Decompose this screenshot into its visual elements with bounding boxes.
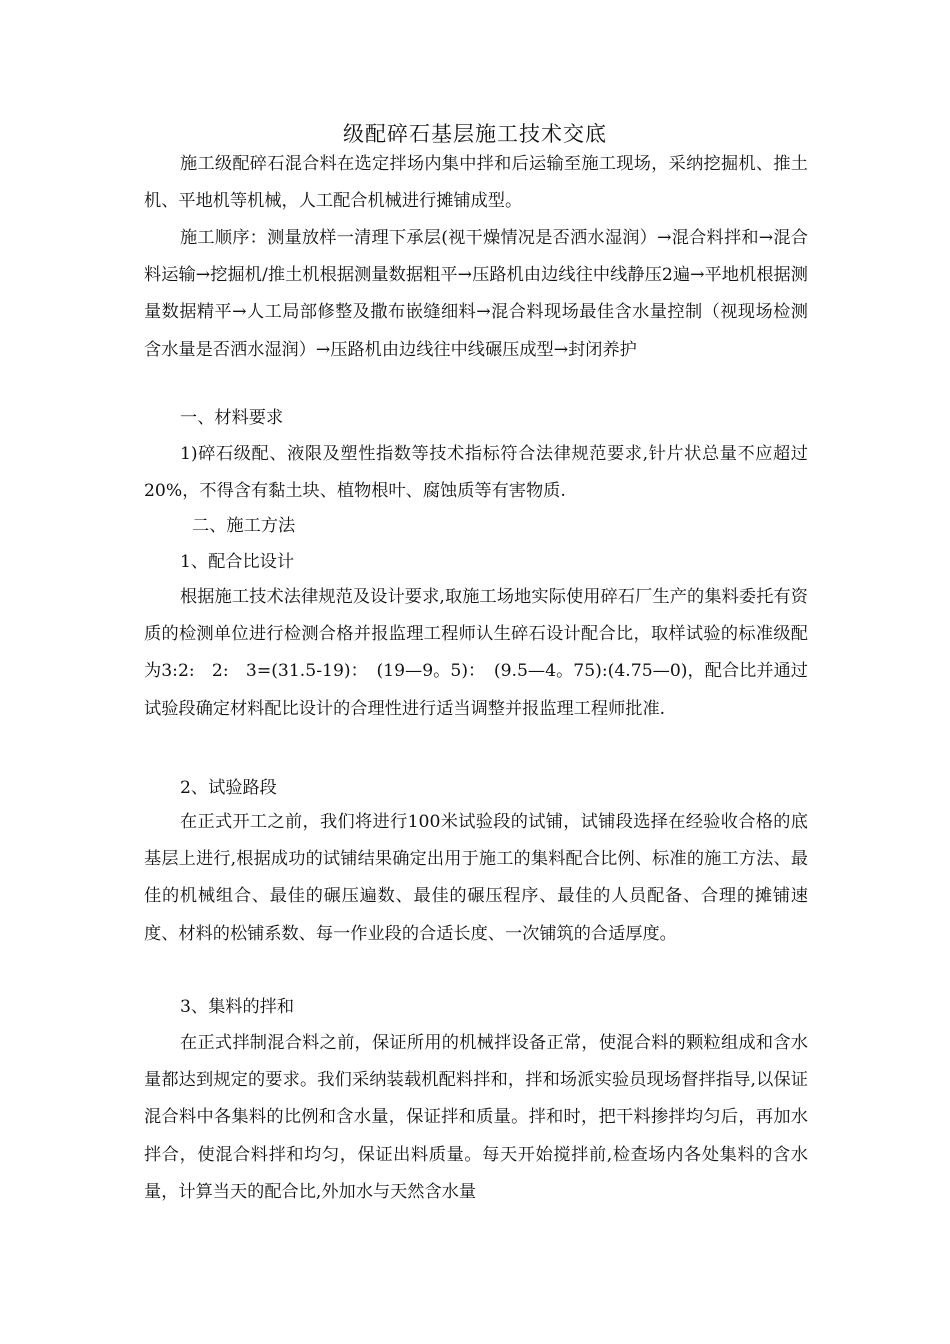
section1-paragraph: 1)碎石级配、液限及塑性指数等技术指标符合法律规范要求,针片状总量不应超过20%，不得含有黏土块、植物根叶、腐蚀质等有害物质. <box>144 444 808 502</box>
document-title: 级配碎石基层施工技术交底 <box>343 122 607 146</box>
section1-heading: 一、材料要求 <box>180 408 284 428</box>
sub1-paragraph: 根据施工技术法律规范及设计要求,取施工场地实际使用碎石厂生产的集料委托有资质的检测单位进行检测合格并报监理工程师认生碎石设计配合比，取样试验的标准级配为3:2: 2: 3=(31.5-19)： (19—9。5)： (9.5—4。75):(4.75—0)，配合比并通过试验段确定材料配比设计的合理性进行适当调整并报监理工程师批准. <box>144 587 808 719</box>
section2-heading: 二、施工方法 <box>192 516 296 536</box>
sub2-heading: 2、试验路段 <box>180 778 277 798</box>
intro-paragraph: 施工级配碎石混合料在选定拌场内集中拌和后运输至施工现场，采纳挖掘机、推土机、平地机等机械，人工配合机械进行摊铺成型。 <box>144 154 808 212</box>
sequence-paragraph: 施工顺序：测量放样一清理下承层(视干燥情况是否洒水湿润）→混合料拌和→混合料运输→挖掘机/推土机根据测量数据粗平→压路机由边线往中线静压2遍→平地机根据测量数据精平→人工局部修整及撒布嵌缝细料→混合料现场最佳含水量控制（视现场检测含水量是否洒水湿润）→压路机由边线往中线碾压成型→封闭养护 <box>144 228 808 360</box>
sub3-heading: 3、集料的拌和 <box>180 997 295 1017</box>
sub3-paragraph: 在正式拌制混合料之前，保证所用的机械拌设备正常，使混合料的颗粒组成和含水量都达到规定的要求。我们采纳装载机配料拌和，拌和场派实验员现场督拌指导,以保证混合料中各集料的比例和含水量，保证拌和质量。拌和时，把干料掺拌均匀后，再加水拌合，使混合料拌和均匀，保证出料质量。每天开始搅拌前,检查场内各处集料的含水量，计算当天的配合比,外加水与天然含水量 <box>144 1033 808 1202</box>
sub1-heading: 1、配合比设计 <box>180 552 295 572</box>
sub2-paragraph: 在正式开工之前，我们将进行100米试验段的试铺，试铺段选择在经验收合格的底基层上进行,根据成功的试铺结果确定出用于施工的集料配合比例、标准的施工方法、最佳的机械组合、最佳的碾压遍数、最佳的碾压程序、最佳的人员配备、合理的摊铺速度、材料的松铺系数、每一作业段的合适长度、一次铺筑的合适厚度。 <box>144 812 808 944</box>
